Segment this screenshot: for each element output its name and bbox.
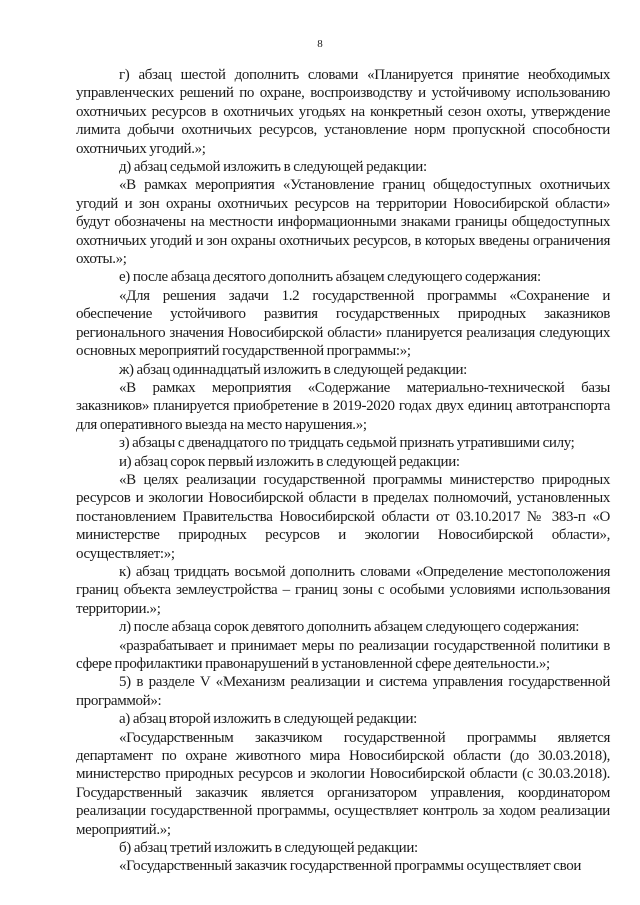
quoted-paragraph: «Государственным заказчиком государственной программы является департамент по охране животного мира Новосибирской области (до 30.03.2018), министерство природных ресурсов и экологии Новосибирской области (с 30.03.2018). Государственный заказчик является организатором управления, координатором реализации государственной программы, осуществляет контроль за ходом реализации мероприятий.»; xyxy=(76,729,610,838)
quoted-paragraph: «разрабатывает и принимает меры по реализации государственной политики в сфере профилактики правонарушений в установленной сфере деятельности.»; xyxy=(76,637,610,672)
paragraph-item-k: к) абзац тридцать восьмой дополнить словами «Определение местоположения границ объекта землеустройства – границ зоны с особыми условиями использования территории.»; xyxy=(76,563,610,617)
paragraph-item-zh: ж) абзац одиннадцатый изложить в следующей редакции: xyxy=(119,361,467,378)
paragraph-item-e: е) после абзаца десятого дополнить абзацем следующего содержания: xyxy=(119,269,541,286)
quoted-paragraph: «В целях реализации государственной программы министерство природных ресурсов и экологии Новосибирской области в пределах полномочий, установленных постановлением Правительства Новосибирской области от 03.10.2017 № 383-п «О министерстве природных ресурсов и экологии Новосибирской области», осуществляет:»; xyxy=(76,471,610,562)
paragraph-item-g: г) абзац шестой дополнить словами «Планируется принятие необходимых управленческих решений по охране, воспроизводству и устойчивому использованию охотничьих ресурсов в охотничьих угодьях на конкретный сезон охоты, утверждение лимита добычи охотничьих ресурсов, установление норм пропускной способности охотничьих угодий.»; xyxy=(76,67,610,157)
document-body xyxy=(76,66,610,876)
paragraph-item-d: д) абзац седьмой изложить в следующей редакции: xyxy=(119,159,427,176)
quoted-paragraph: «В рамках мероприятия «Установление границ общедоступных охотничьих угодий и зон охраны охотничьих ресурсов на территории Новосибирской области» будут обозначены на местности информационными знаками границы общедоступных охотничьих угодий и зон охраны охотничьих ресурсов, в которых введены ограничения охоты.»; xyxy=(76,177,610,268)
paragraph-item-z: з) абзацы с двенадцатого по тридцать седьмой признать утратившими силу; xyxy=(119,435,575,452)
quoted-paragraph: «Государственный заказчик государственной программы осуществляет свои xyxy=(119,858,582,875)
paragraph-item-a: а) абзац второй изложить в следующей редакции: xyxy=(119,711,417,728)
page-number: 8 xyxy=(317,38,323,50)
quoted-paragraph: «Для решения задачи 1.2 государственной программы «Сохранение и обеспечение устойчивого развития государственных природных заказников регионального значения Новосибирской области» планируется реализация следующих основных мероприятий государственной программы:»; xyxy=(76,287,610,360)
quoted-paragraph: «В рамках мероприятия «Содержание материально-технической базы заказников» планируется приобретение в 2019-2020 годах двух единиц автотранспорта для оперативного выезда на место нарушения.»; xyxy=(76,379,610,433)
paragraph-item-5: 5) в разделе V «Механизм реализации и система управления государственной программой»: xyxy=(76,674,610,709)
paragraph-item-b: б) абзац третий изложить в следующей редакции: xyxy=(119,840,418,857)
paragraph-item-i: и) абзац сорок первый изложить в следующей редакции: xyxy=(119,453,460,470)
paragraph-item-l: л) после абзаца сорок девятого дополнить абзацем следующего содержания: xyxy=(119,619,580,636)
